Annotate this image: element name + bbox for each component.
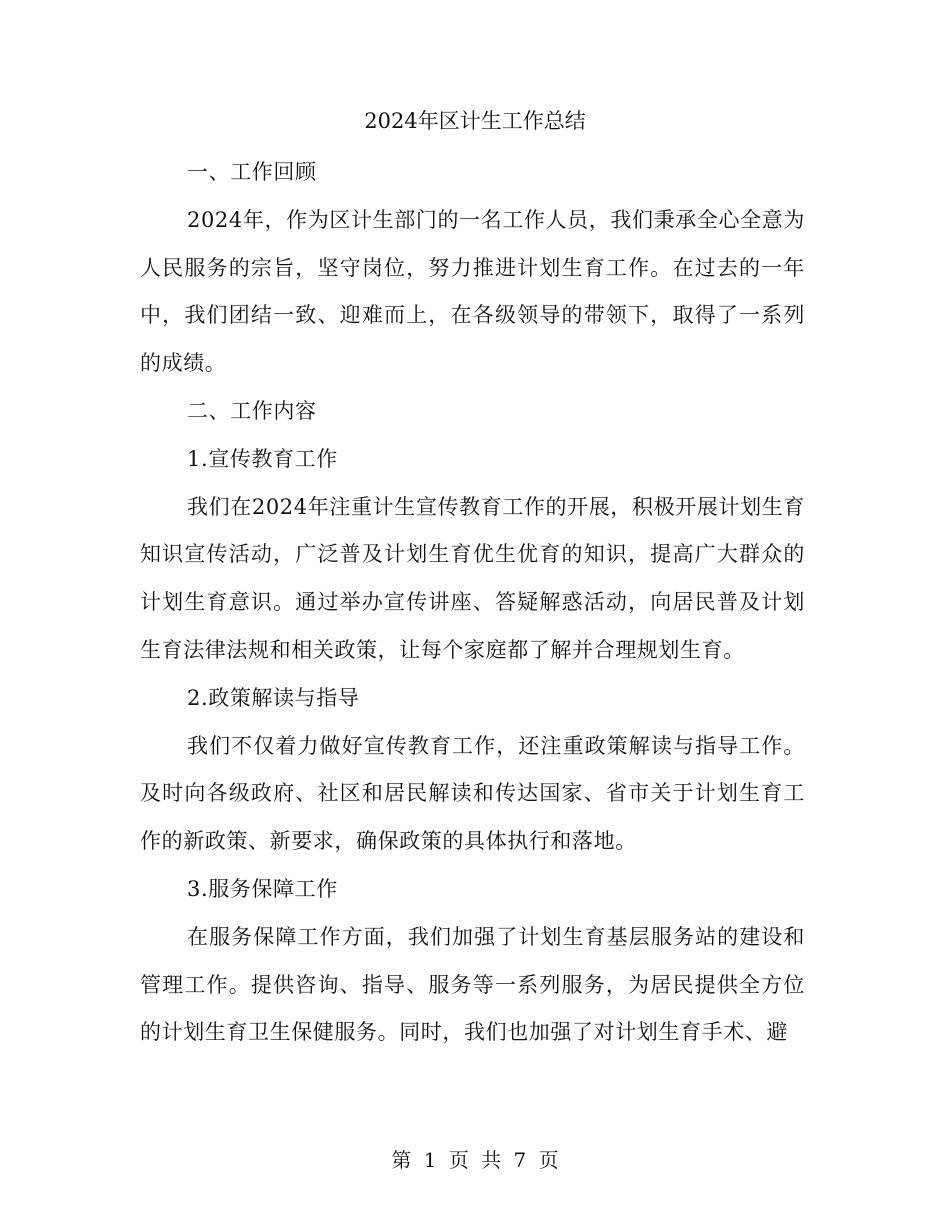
page-number: 第 1 页 共 7 页 (391, 1148, 559, 1172)
paragraph: 我们不仅着力做好宣传教育工作，还注重政策解读与指导工作。及时向各级政府、社区和居民解读和传达国家、省市关于计划生育工作的新政策、新要求，确保政策的具体执行和落地。 (140, 733, 805, 854)
paragraph: 在服务保障工作方面，我们加强了计划生育基层服务站的建设和管理工作。提供咨询、指导、服务等一系列服务，为居民提供全方位的计划生育卫生保健服务。同时，我们也加强了对计划生育手术、避 (140, 924, 805, 1045)
section-heading: 二、工作内容 (187, 398, 317, 423)
subsection-heading: 1.宣传教育工作 (187, 446, 338, 471)
document-body (140, 149, 805, 1057)
subsection-heading: 2.政策解读与指导 (187, 685, 360, 710)
section-heading: 一、工作回顾 (187, 160, 317, 184)
document-title: 2024年区计生工作总结 (364, 109, 586, 133)
paragraph: 2024年，作为区计生部门的一名工作人员，我们秉承全心全意为人民服务的宗旨，坚守岗位，努力推进计划生育工作。在过去的一年中，我们团结一致、迎难而上，在各级领导的带领下，取得了一系列的成绩。 (140, 207, 805, 376)
paragraph: 我们在2024年注重计生宣传教育工作的开展，积极开展计划生育知识宣传活动，广泛普及计划生育优生优育的知识，提高广大群众的计划生育意识。通过举办宣传讲座、答疑解惑活动，向居民普及计划生育法律法规和相关政策，让每个家庭都了解并合理规划生育。 (140, 494, 805, 662)
subsection-heading: 3.服务保障工作 (187, 876, 338, 901)
